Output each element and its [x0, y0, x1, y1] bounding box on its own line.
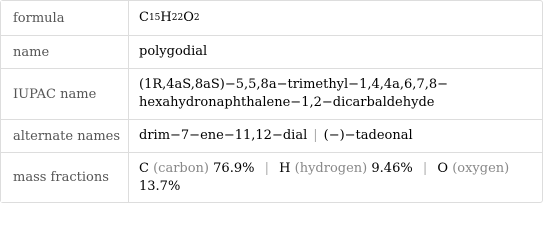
- hydrogen-name: (hydrogen): [294, 160, 368, 176]
- carbon-fraction: 76.9%: [213, 160, 255, 176]
- formula-element-c: C: [139, 10, 149, 25]
- formula-element-o: O: [183, 10, 194, 25]
- separator: |: [313, 128, 318, 143]
- carbon-name: (carbon): [153, 160, 210, 176]
- table-row-alternate-names: [1, 119, 542, 152]
- table-row-iupac: [1, 68, 542, 119]
- mass-fractions-value: [129, 153, 542, 202]
- formula-value: C 15 H 22 O 2: [139, 10, 200, 25]
- iupac-line-2: hexahydronaphthalene−1,2−dicarbaldehyde: [139, 95, 435, 110]
- alternate-name-1: drim−7−ene−11,12−dial: [139, 128, 308, 143]
- separator: |: [422, 160, 428, 176]
- row-label-mass-fractions: mass fractions: [1, 153, 129, 202]
- row-label-iupac: IUPAC name: [1, 69, 129, 119]
- table-row-name: [1, 35, 542, 68]
- hydrogen-fraction: 9.46%: [371, 160, 413, 176]
- table-row-mass-fractions: [1, 152, 542, 202]
- row-label-alternate-names: alternate names: [1, 120, 129, 152]
- iupac-value: [129, 69, 542, 119]
- name-value: polygodial: [139, 44, 208, 59]
- iupac-line-1: (1R,4aS,8aS)−5,5,8a−trimethyl−1,4,4a,6,7,8−: [139, 77, 449, 92]
- hydrogen-symbol: H: [279, 160, 291, 176]
- formula-element-h: H: [160, 10, 172, 25]
- oxygen-symbol: O: [437, 160, 449, 176]
- alternate-names-value: [129, 120, 542, 152]
- separator: |: [264, 160, 269, 176]
- alternate-name-2: (−)−tadeonal: [323, 128, 413, 143]
- oxygen-name: (oxygen): [452, 160, 510, 176]
- table-row-formula: [1, 1, 542, 35]
- oxygen-fraction: 13.7%: [139, 178, 181, 194]
- row-label-name: name: [1, 36, 129, 68]
- row-label-formula: formula: [1, 1, 129, 35]
- carbon-symbol: C: [139, 160, 149, 176]
